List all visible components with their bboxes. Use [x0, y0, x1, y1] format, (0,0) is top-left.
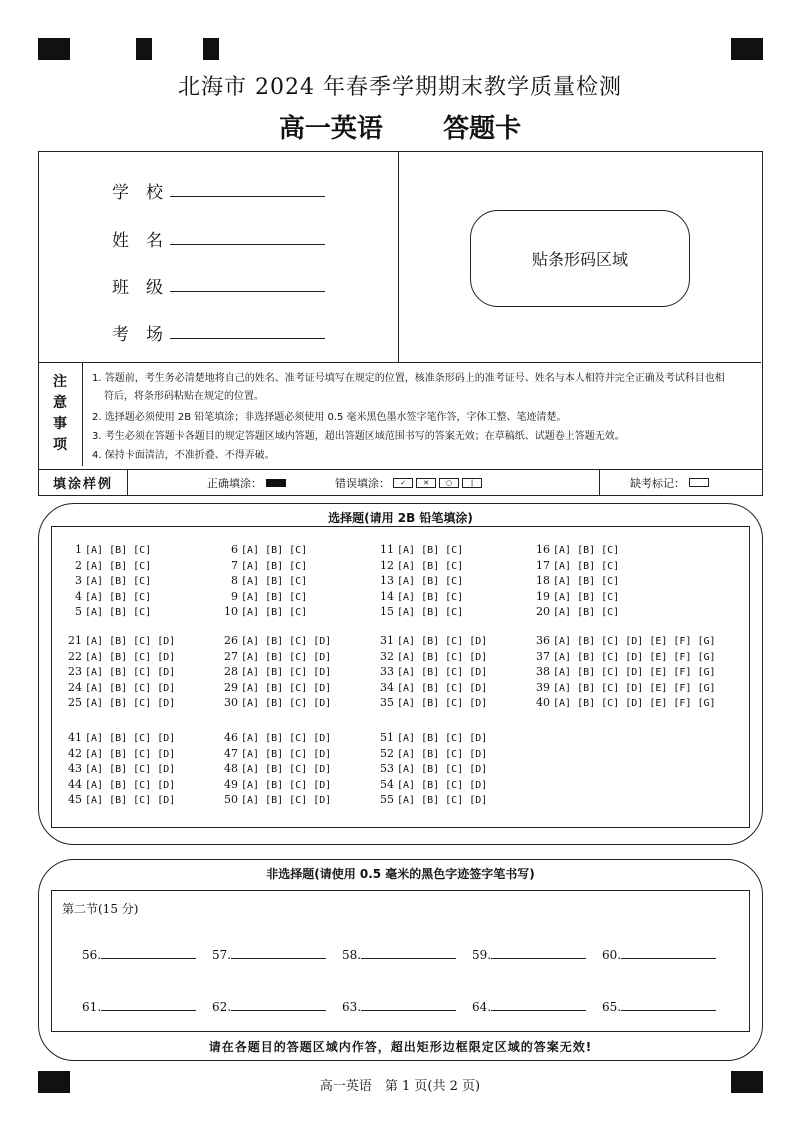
question-6[interactable] [222, 543, 307, 556]
answer-options[interactable]: [A] [B] [C] [553, 545, 620, 556]
blank-line[interactable] [491, 998, 586, 1011]
answer-options[interactable]: [A] [B] [C] [D] [85, 667, 176, 678]
answer-options[interactable]: [A] [B] [C] [553, 560, 620, 572]
notice-item: 1. 答题前，考生务必清楚地将自己的姓名、准考证号填写在规定的位置，核准条形码上的准考证号、姓名与本人相符并完全正确及考试科目也相 [92, 373, 725, 384]
question-36[interactable] [534, 634, 716, 647]
answer-options[interactable]: [A] [B] [C] [D] [241, 651, 332, 663]
question-28[interactable] [222, 665, 331, 678]
question-number: 35 [380, 696, 394, 709]
question-number: 21 [68, 634, 82, 647]
question-34[interactable] [378, 681, 487, 694]
question-number: 19 [536, 589, 550, 603]
blank-line[interactable] [621, 946, 716, 959]
blank-line[interactable] [361, 998, 456, 1011]
answer-card-label: 答题卡 [443, 114, 522, 144]
choice-title: 选择题(请用 2B 铅笔填涂) [328, 511, 473, 525]
question-number: 17 [536, 558, 550, 572]
blank-65[interactable] [602, 998, 716, 1014]
section-label: 第二节(15 分) [62, 902, 139, 916]
answer-options[interactable]: [A] [B] [C] [D] [241, 733, 332, 744]
answer-options[interactable]: [A] [B] [C] [241, 607, 308, 618]
question-number: 29 [224, 680, 238, 694]
blank-57[interactable] [212, 946, 326, 962]
notice-heading-char: 项 [53, 437, 67, 453]
question-number: 6 [231, 543, 238, 556]
question-number: 18 [536, 574, 550, 587]
school-label: 学 校 [112, 183, 163, 203]
question-27[interactable] [222, 650, 331, 663]
answer-options[interactable]: [A] [B] [C] [D] [397, 698, 488, 709]
blank-60[interactable] [602, 946, 716, 962]
filled-box-icon [266, 479, 286, 487]
question-number: 28 [224, 665, 238, 678]
barcode-label: 贴条形码区域 [531, 250, 628, 269]
answer-options[interactable]: [A] [B] [C] [D] [85, 733, 176, 744]
question-13[interactable] [378, 574, 463, 587]
blank-line[interactable] [491, 946, 586, 959]
question-43[interactable] [66, 762, 175, 775]
question-number: 10 [224, 605, 238, 618]
timing-mark [136, 38, 152, 60]
answer-options[interactable]: [A] [B] [C] [D] [397, 795, 488, 806]
answer-options[interactable]: [A] [B] [C] [D] [241, 748, 332, 760]
question-number: 44 [68, 777, 82, 791]
question-29[interactable] [222, 681, 331, 694]
answer-options[interactable]: [A] [B] [C] [D] [E] [F] [G] [553, 682, 716, 694]
answer-options[interactable]: [A] [B] [C] [D] [397, 733, 488, 744]
wrong-fill-label: 错误填涂： [335, 476, 390, 490]
question-number: 22 [68, 649, 82, 663]
barcode-area [470, 210, 690, 307]
question-number: 1 [75, 543, 82, 556]
answer-options[interactable]: [A] [B] [C] [397, 591, 464, 603]
blank-line[interactable] [231, 998, 326, 1011]
blank-number: 61. [82, 1000, 102, 1014]
question-49[interactable] [222, 778, 331, 791]
blank-64[interactable] [472, 998, 586, 1014]
question-number: 39 [536, 680, 550, 694]
question-number: 54 [380, 777, 394, 791]
answer-options[interactable]: [A] [B] [C] [D] [E] [F] [G] [553, 698, 716, 709]
question-44[interactable] [66, 778, 175, 791]
blank-number: 63. [342, 1000, 362, 1014]
question-number: 37 [536, 649, 550, 663]
question-38[interactable] [534, 665, 716, 678]
question-number: 25 [68, 696, 82, 709]
question-number: 47 [224, 746, 238, 760]
question-15[interactable] [378, 605, 463, 618]
answer-options[interactable]: [A] [B] [C] [85, 576, 152, 587]
question-42[interactable] [66, 747, 175, 760]
subject-title: 高一英语 [278, 114, 383, 144]
question-number: 48 [224, 762, 238, 775]
blank-number: 64. [472, 1000, 492, 1014]
question-number: 3 [75, 574, 82, 587]
answer-options[interactable]: [A] [B] [C] [D] [397, 748, 488, 760]
question-54[interactable] [378, 778, 487, 791]
answer-options[interactable]: [A] [B] [C] [D] [85, 698, 176, 709]
answer-options[interactable]: [A] [B] [C] [D] [E] [F] [G] [553, 651, 716, 663]
notice-item: 4. 保持卡面清洁，不准折叠、不得弄破。 [92, 450, 275, 461]
question-9[interactable] [222, 590, 307, 603]
answer-options[interactable]: [A] [B] [C] [D] [241, 682, 332, 694]
question-number: 46 [224, 731, 238, 744]
question-number: 30 [224, 696, 238, 709]
question-number: 8 [231, 574, 238, 587]
question-55[interactable] [378, 793, 487, 806]
answer-options[interactable]: [A] [B] [C] [D] [E] [F] [G] [553, 636, 716, 647]
question-number: 55 [380, 793, 394, 806]
question-32[interactable] [378, 650, 487, 663]
answer-options[interactable]: [A] [B] [C] [D] [85, 779, 176, 791]
answer-options[interactable]: [A] [B] [C] [D] [241, 764, 332, 775]
absent-box[interactable] [689, 478, 709, 487]
exam-title: 北海市 2024 年春季学期期末教学质量检测 [178, 75, 622, 100]
question-10[interactable] [222, 605, 307, 618]
blank-number: 57. [212, 948, 232, 962]
answer-options[interactable]: [A] [B] [C] [D] [397, 682, 488, 694]
notice-heading [38, 362, 83, 466]
answer-options[interactable]: [A] [B] [C] [241, 560, 308, 572]
answer-options[interactable]: [A] [B] [C] [D] [85, 748, 176, 760]
question-number: 32 [380, 649, 394, 663]
answer-options[interactable]: [A] [B] [C] [D] [241, 636, 332, 647]
question-53[interactable] [378, 762, 487, 775]
answer-options[interactable]: [A] [B] [C] [553, 591, 620, 603]
answer-options[interactable]: [A] [B] [C] [D] [85, 651, 176, 663]
answer-options[interactable]: [A] [B] [C] [85, 545, 152, 556]
question-number: 33 [380, 665, 394, 678]
question-41[interactable] [66, 731, 175, 744]
correct-fill [207, 470, 286, 495]
blank-line[interactable] [101, 946, 196, 959]
info-divider [398, 151, 399, 362]
name-field[interactable] [170, 244, 325, 245]
answer-options[interactable]: [A] [B] [C] [85, 607, 152, 618]
notice-top-line [38, 362, 761, 363]
blank-line[interactable] [101, 998, 196, 1011]
question-number: 20 [536, 605, 550, 618]
question-24[interactable] [66, 681, 175, 694]
blank-line[interactable] [361, 946, 456, 959]
answer-options[interactable]: [A] [B] [C] [D] [397, 779, 488, 791]
absent-mark [599, 470, 762, 495]
name-label: 姓 名 [112, 231, 163, 251]
notice-item: 3. 考生必须在答题卡各题目的规定答题区域内答题，超出答题区域范围书写的答案无效；在草稿纸、试题卷上答题无效。 [92, 431, 625, 442]
answer-options[interactable]: [A] [B] [C] [D] [85, 764, 176, 775]
nonchoice-title: 非选择题(请使用 0.5 毫米的黑色字迹签字笔书写) [266, 867, 535, 881]
question-number: 52 [380, 746, 394, 760]
question-52[interactable] [378, 747, 487, 760]
question-14[interactable] [378, 590, 463, 603]
question-number: 45 [68, 793, 82, 806]
question-number: 9 [231, 589, 238, 603]
question-number: 36 [536, 634, 550, 647]
question-number: 42 [68, 746, 82, 760]
question-number: 23 [68, 665, 82, 678]
class-label: 班 级 [112, 278, 163, 298]
blank-number: 65. [602, 1000, 622, 1014]
question-number: 49 [224, 777, 238, 791]
question-30[interactable] [222, 696, 331, 709]
question-1[interactable] [66, 543, 151, 556]
blank-number: 59. [472, 948, 492, 962]
question-number: 31 [380, 634, 394, 647]
blank-61[interactable] [82, 998, 196, 1014]
answer-options[interactable]: [A] [B] [C] [D] [397, 764, 488, 775]
question-22[interactable] [66, 650, 175, 663]
question-number: 26 [224, 634, 238, 647]
check-mark-icon: ✓ [393, 478, 413, 488]
question-50[interactable] [222, 793, 331, 806]
blank-line[interactable] [231, 946, 326, 959]
question-51[interactable] [378, 731, 487, 744]
fill-sample-row [38, 469, 763, 496]
question-number: 51 [380, 731, 394, 744]
question-number: 4 [75, 589, 82, 603]
question-number: 7 [231, 558, 238, 572]
nonchoice-warning: 请在各题目的答题区域内作答，超出矩形边框限定区域的答案无效! [208, 1040, 593, 1054]
blank-56[interactable] [82, 946, 196, 962]
room-field[interactable] [170, 338, 325, 339]
question-number: 5 [75, 605, 82, 618]
answer-options[interactable]: [A] [B] [C] [85, 591, 152, 603]
question-8[interactable] [222, 574, 307, 587]
answer-options[interactable]: [A] [B] [C] [397, 560, 464, 572]
blank-number: 58. [342, 948, 362, 962]
answer-options[interactable]: [A] [B] [C] [D] [397, 651, 488, 663]
circle-mark-icon: ○ [439, 478, 459, 488]
answer-options[interactable]: [A] [B] [C] [D] [85, 795, 176, 806]
answer-options[interactable]: [A] [B] [C] [D] [241, 698, 332, 709]
answer-options[interactable]: [A] [B] [C] [D] [397, 667, 488, 678]
answer-options[interactable]: [A] [B] [C] [D] [E] [F] [G] [553, 667, 716, 678]
answer-options[interactable]: [A] [B] [C] [397, 576, 464, 587]
question-21[interactable] [66, 634, 175, 647]
cross-mark-icon: ✕ [416, 478, 436, 488]
blank-number: 56. [82, 948, 102, 962]
fill-sample-label-text: 填涂样例 [52, 477, 113, 492]
question-26[interactable] [222, 634, 331, 647]
answer-options[interactable]: [A] [B] [C] [D] [85, 682, 176, 694]
question-number: 41 [68, 731, 82, 744]
question-number: 2 [75, 558, 82, 572]
question-16[interactable] [534, 543, 619, 556]
question-23[interactable] [66, 665, 175, 678]
blank-63[interactable] [342, 998, 456, 1014]
bar-mark-icon: | [462, 478, 482, 488]
notice-heading-char: 意 [53, 395, 67, 411]
question-40[interactable] [534, 696, 716, 709]
timing-mark [731, 38, 763, 60]
question-25[interactable] [66, 696, 175, 709]
blank-line[interactable] [621, 998, 716, 1011]
question-33[interactable] [378, 665, 487, 678]
notice-heading-char: 事 [53, 416, 67, 432]
answer-options[interactable]: [A] [B] [C] [D] [85, 636, 176, 647]
room-label: 考 场 [112, 325, 163, 345]
question-number: 24 [68, 680, 82, 694]
question-number: 53 [380, 762, 394, 775]
question-number: 43 [68, 762, 82, 775]
question-2[interactable] [66, 559, 151, 572]
question-4[interactable] [66, 590, 151, 603]
class-field[interactable] [170, 291, 325, 292]
blank-58[interactable] [342, 946, 456, 962]
question-number: 27 [224, 649, 238, 663]
fill-sample-label [39, 470, 128, 495]
blank-number: 60. [602, 948, 622, 962]
question-number: 34 [380, 680, 394, 694]
question-37[interactable] [534, 650, 716, 663]
answer-options[interactable]: [A] [B] [C] [397, 545, 464, 556]
answer-options[interactable]: [A] [B] [C] [D] [241, 667, 332, 678]
question-number: 15 [380, 605, 394, 618]
question-number: 13 [380, 574, 394, 587]
timing-mark [203, 38, 219, 60]
blank-62[interactable] [212, 998, 326, 1014]
wrong-fill [335, 470, 482, 495]
answer-options[interactable]: [A] [B] [C] [241, 576, 308, 587]
answer-options[interactable]: [A] [B] [C] [241, 591, 308, 603]
question-12[interactable] [378, 559, 463, 572]
question-19[interactable] [534, 590, 619, 603]
page-footer: 高一英语 第 1 页(共 2 页) [319, 1079, 481, 1094]
question-number: 40 [536, 696, 550, 709]
answer-options[interactable]: [A] [B] [C] [85, 560, 152, 572]
absent-label: 缺考标记： [630, 476, 685, 490]
question-number: 50 [224, 793, 238, 806]
correct-fill-label: 正确填涂： [207, 476, 262, 490]
question-number: 16 [536, 543, 550, 556]
question-48[interactable] [222, 762, 331, 775]
timing-mark [38, 38, 70, 60]
answer-options[interactable]: [A] [B] [C] [D] [241, 795, 332, 806]
answer-options[interactable]: [A] [B] [C] [553, 576, 620, 587]
question-46[interactable] [222, 731, 331, 744]
question-number: 12 [380, 558, 394, 572]
question-3[interactable] [66, 574, 151, 587]
card-title [0, 108, 800, 145]
question-18[interactable] [534, 574, 619, 587]
answer-options[interactable]: [A] [B] [C] [D] [397, 636, 488, 647]
school-field[interactable] [170, 196, 325, 197]
question-45[interactable] [66, 793, 175, 806]
notice-heading-char: 注 [53, 374, 67, 390]
question-39[interactable] [534, 681, 716, 694]
question-number: 14 [380, 589, 394, 603]
question-17[interactable] [534, 559, 619, 572]
question-11[interactable] [378, 543, 463, 556]
question-35[interactable] [378, 696, 487, 709]
blank-59[interactable] [472, 946, 586, 962]
notice-item: 符后，将条形码粘贴在规定的位置。 [104, 391, 264, 402]
question-20[interactable] [534, 605, 619, 618]
question-7[interactable] [222, 559, 307, 572]
question-5[interactable] [66, 605, 151, 618]
question-number: 38 [536, 665, 550, 678]
question-31[interactable] [378, 634, 487, 647]
answer-options[interactable]: [A] [B] [C] [D] [241, 779, 332, 791]
notice-item: 2. 选择题必须使用 2B 铅笔填涂；非选择题必须使用 0.5 毫米黑色墨水签字笔作答，字体工整、笔迹清楚。 [92, 412, 567, 423]
question-number: 11 [380, 543, 394, 556]
answer-options[interactable]: [A] [B] [C] [397, 607, 464, 618]
question-47[interactable] [222, 747, 331, 760]
answer-options[interactable]: [A] [B] [C] [553, 607, 620, 618]
blank-number: 62. [212, 1000, 232, 1014]
answer-options[interactable]: [A] [B] [C] [241, 545, 308, 556]
